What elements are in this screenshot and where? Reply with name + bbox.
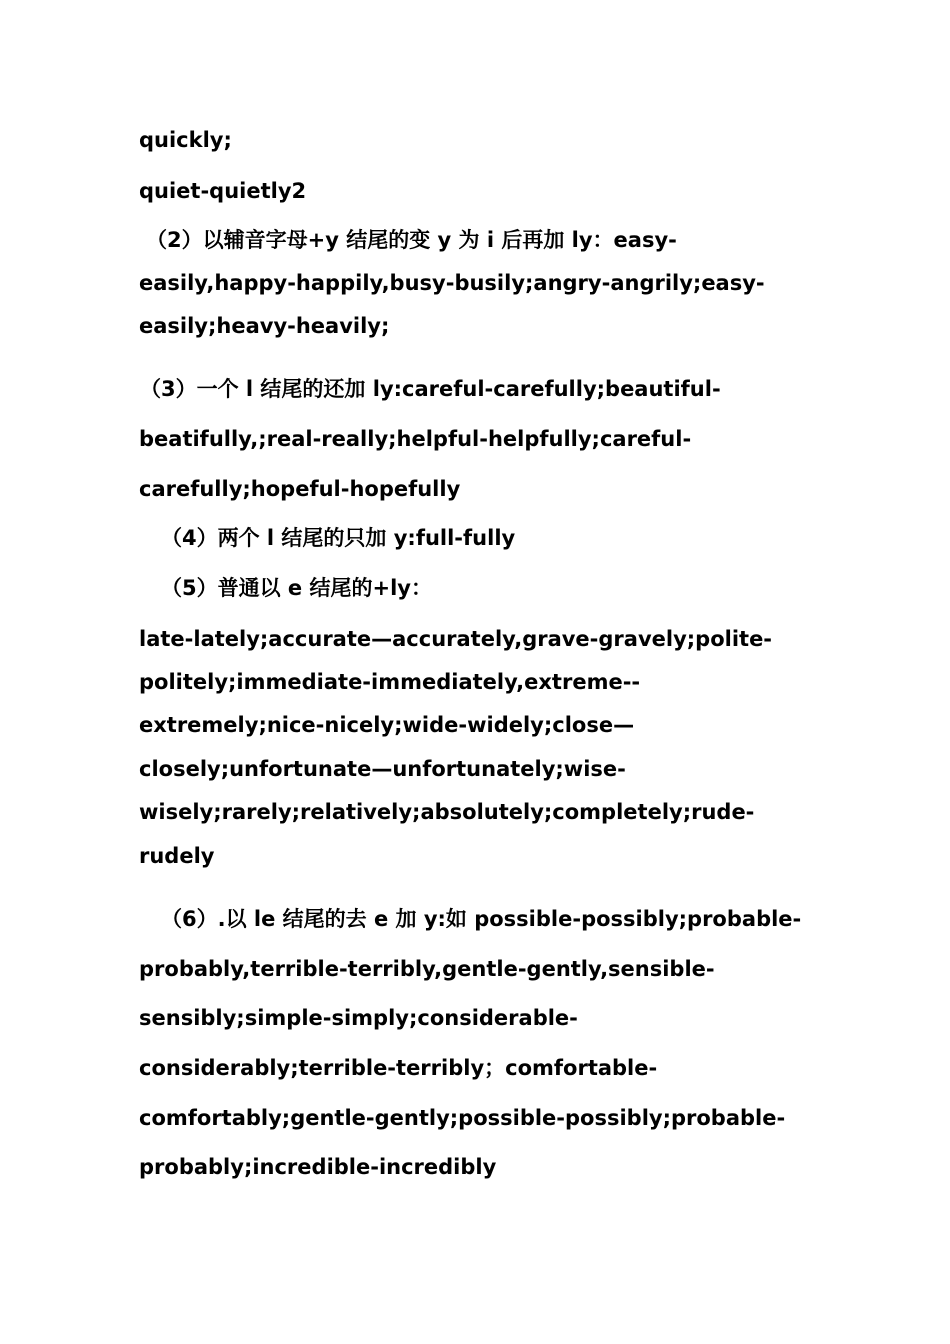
text-line: easily,happy-happily,busy-busily;angry-angrily;easy- [139,271,765,295]
section-2-heading: （2）以辅音字母+y 结尾的变 y 为 i 后再加 ly：easy- [146,228,677,252]
section-5-heading: （5）普通以 e 结尾的+ly： [161,576,432,600]
text-line: late-lately;accurate—accurately,grave-gravely;polite- [139,627,773,651]
text-line: wisely;rarely;relatively;absolutely;completely;rude- [139,800,755,824]
text-line: considerably;terrible-terribly；comfortable- [139,1056,658,1080]
text-line: extremely;nice-nicely;wide-widely;close— [139,713,635,737]
text-line: comfortably;gentle-gently;possible-possibly;probable- [139,1106,786,1130]
section-6-heading: （6）.以 le 结尾的去 e 加 y:如 possible-possibly;probable- [161,907,802,931]
text-line: sensibly;simple-simply;considerable- [139,1006,578,1030]
section-3-heading: （3）一个 l 结尾的还加 ly:careful-carefully;beautiful- [140,377,721,401]
text-line: politely;immediate-immediately,extreme-- [139,670,641,694]
text-line: beatifully,;real-really;helpful-helpfully;careful- [139,427,692,451]
text-line: closely;unfortunate—unfortunately;wise- [139,757,626,781]
text-line: quickly; [139,128,232,152]
text-line: carefully;hopeful-hopefully [139,477,461,501]
text-line: quiet-quietly2 [139,179,307,203]
text-line: easily;heavy-heavily; [139,314,390,338]
text-line: probably;incredible-incredibly [139,1155,497,1179]
text-line: rudely [139,844,215,868]
section-4-heading: （4）两个 l 结尾的只加 y:full-fully [161,526,516,550]
text-line: probably,terrible-terribly,gentle-gently,sensible- [139,957,715,981]
